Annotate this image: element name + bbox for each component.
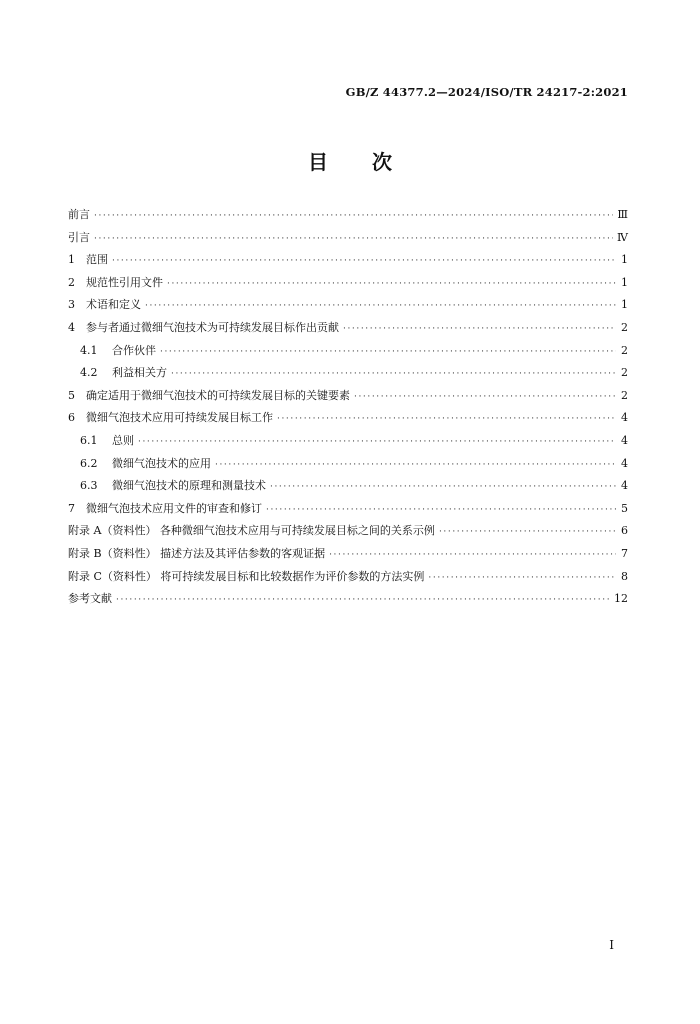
toc-entry-label: 引言 [68,230,90,244]
toc-entry-number: 6.3 [80,479,98,493]
toc-entry-label: 微细气泡技术应用可持续发展目标工作 [86,411,273,425]
toc-leader-dots [160,341,616,364]
toc-leader-dots [215,454,616,477]
toc-leader-dots [329,544,616,567]
toc-entry[interactable] [68,340,628,363]
toc-entry-label: 总则 [112,433,134,447]
toc-entry[interactable] [68,227,628,250]
toc-entry-label: 术语和定义 [86,298,141,312]
toc-entry[interactable] [68,543,628,566]
toc-entry-page: 2 [621,320,628,334]
toc-entry[interactable] [68,294,628,317]
page-title [0,146,700,175]
toc-entry-page: 1 [621,253,628,267]
toc-entry-page: 4 [621,411,628,425]
toc-entry[interactable] [68,588,628,611]
toc-entry-page: 7 [621,546,628,560]
toc-entry-number: 2 [68,275,75,289]
toc-entry-label: 利益相关方 [112,366,167,380]
toc-entry-page: 4 [621,479,628,493]
toc-entry-label: 附录 B（资料性） 描述方法及其评估参数的客观证据 [68,546,326,560]
toc-entry[interactable] [68,430,628,453]
toc-entry[interactable] [68,317,628,340]
toc-entry-label: 附录 A（资料性） 各种微细气泡技术应用与可持续发展目标之间的关系示例 [68,524,435,538]
toc-entry-number: 6 [68,411,75,425]
toc-entry-label: 参考文献 [68,592,112,606]
toc-entry-label: 合作伙伴 [112,343,156,357]
toc-entry[interactable] [68,566,628,589]
toc-entry-number: 4 [68,320,75,334]
toc-entry[interactable] [68,407,628,430]
toc-entry[interactable] [68,453,628,476]
toc-entry-number: 6.1 [80,433,98,447]
toc-entry[interactable] [68,249,628,272]
toc-leader-dots [145,295,616,318]
toc-entry-label: 前言 [68,208,90,221]
toc-entry-label: 范围 [86,253,108,267]
standard-code: GB/Z 44377.2—2024/ISO/TR 24217-2:2021 [345,85,628,99]
toc-entry-page: 2 [621,388,628,402]
toc-entry-page: 2 [621,366,628,380]
toc-leader-dots [171,363,616,386]
toc-leader-dots [112,250,616,273]
toc-entry-page: 5 [621,501,628,515]
toc-leader-dots [94,228,613,251]
toc-entry-label: 微细气泡技术应用文件的审查和修订 [86,501,262,515]
toc-leader-dots [116,589,610,612]
toc-leader-dots [266,499,616,522]
toc-entry-number: 1 [68,253,75,267]
toc-entry-label: 参与者通过微细气泡技术为可持续发展目标作出贡献 [86,320,339,334]
toc-entry[interactable] [68,362,628,385]
toc-leader-dots [343,318,616,341]
toc-entry-page: Ⅳ [617,230,628,244]
toc-entry-page: 8 [621,569,628,583]
toc-leader-dots [138,431,616,454]
toc-entry[interactable] [68,272,628,295]
toc-entry-page: 12 [614,592,628,606]
toc-entry-page: 4 [621,456,628,470]
toc-entry-number: 3 [68,298,75,312]
toc-entry-label: 规范性引用文件 [86,275,163,289]
toc-entry-label: 微细气泡技术的原理和测量技术 [112,479,266,493]
toc-entry-label: 确定适用于微细气泡技术的可持续发展目标的关键要素 [86,388,350,402]
toc-leader-dots [439,521,616,544]
toc-entry[interactable] [68,385,628,408]
toc-entry[interactable] [68,498,628,521]
title-char-2: 次 [372,150,392,174]
title-char-1: 目 [308,150,328,174]
toc-leader-dots [270,476,616,499]
toc-entry-number: 7 [68,501,75,515]
toc-entry-page: 6 [621,524,628,538]
toc-entry-number: 6.2 [80,456,98,470]
toc-entry-label: 附录 C（资料性） 将可持续发展目标和比较数据作为评价参数的方法实例 [68,569,425,583]
toc-entry-page: Ⅲ [617,208,628,221]
toc-leader-dots [354,386,616,409]
toc-entry[interactable] [68,204,628,227]
toc-entry-page: 4 [621,433,628,447]
toc-entry-number: 4.1 [80,343,98,357]
toc-entry-page: 1 [621,298,628,312]
toc-leader-dots [428,567,616,590]
toc-leader-dots [167,273,616,296]
toc-entry-page: 2 [621,343,628,357]
toc-entry-number: 5 [68,388,75,402]
page-number: I [609,938,614,952]
toc-entry-page: 1 [621,275,628,289]
toc-entry[interactable] [68,520,628,543]
table-of-contents [68,204,628,611]
toc-leader-dots [277,408,616,431]
toc-leader-dots [94,205,613,228]
toc-entry-number: 4.2 [80,366,98,380]
toc-entry-label: 微细气泡技术的应用 [112,456,211,470]
toc-entry[interactable] [68,475,628,498]
